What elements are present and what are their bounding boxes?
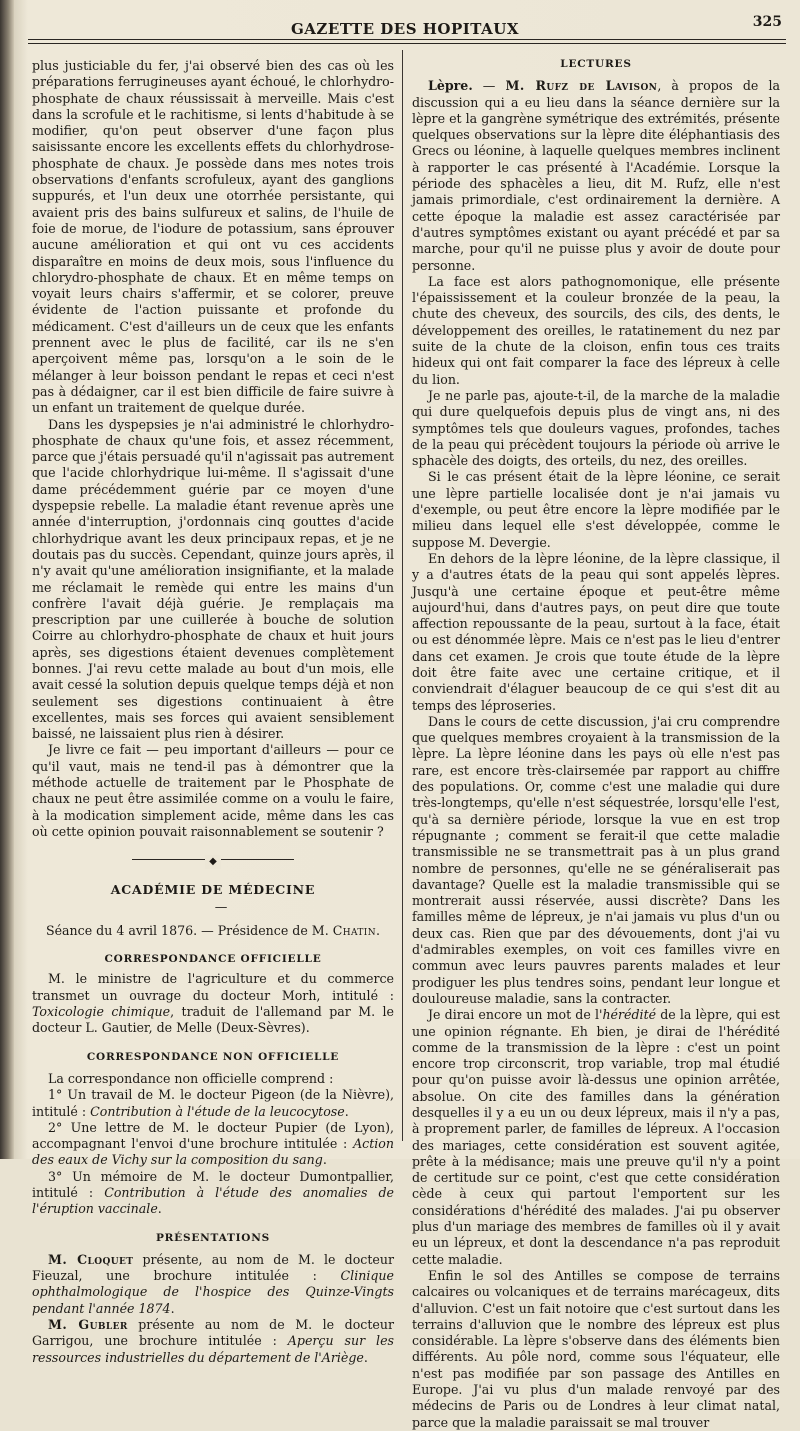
page-number: 325 bbox=[752, 14, 782, 30]
subsection-heading: CORRESPONDANCE NON OFFICIELLE bbox=[86, 1050, 340, 1063]
section-separator: ◆ bbox=[32, 852, 394, 866]
list-item: 3° Un mémoire de M. le docteur Dumontpallier, intitulé : Contribution à l'étude des anomalies de l'éruption vaccinale. bbox=[32, 1168, 394, 1217]
subsection-heading: LECTURES bbox=[560, 58, 632, 70]
subsection-heading: CORRESPONDANCE OFFICIELLE bbox=[104, 953, 322, 966]
paragraph: En dehors de la lèpre léonine, de la lèpre classique, il y a d'autres états de la peau qui sont appelés lèpres. Jusqu'à une certaine époque et peut-être même aujourd'hui, dans d'autres pays, on peut dire que toute affection repoussante de la peau, surtout à la face, était ou est dénommée lèpre. Mais ce n'est pas le lieu d'entrer dans cet examen. Je crois que toute étude de la lèpre doit être faite avec une certaine critique, et il conviendrait d'élaguer beaucoup de ce qui s'est dit au temps des léproseries. bbox=[412, 550, 780, 713]
paragraph: M. Gubler présente au nom de M. le docteur Garrigou, une brochure intitulée : Aperçu sur les ressources industrielles du département de l'Ariège. bbox=[32, 1317, 394, 1365]
column-divider bbox=[402, 50, 403, 1141]
paragraph: Je livre ce fait — peu important d'ailleurs — pour ce qu'il vaut, mais ne tend-il pas à démontrer que la méthode actuelle de traitement par le Phosphate de chaux ne peut être assimilée comme on a voulu le faire, à la modication simplement acide, même dans les cas où cette opinion pouvait raisonnablement se soutenir ? bbox=[32, 742, 394, 839]
paragraph: Dans le cours de cette discussion, j'ai cru comprendre que quelques membres croyaient à la transmission de la lèpre. La lèpre léonine dans les pays où elle n'est pas rare, est encore très-clairsemée par rapport au chiffre des populations. Or, comme c'est une maladie qui dure très-longtemps, qu'elle n'est séquestrée, lorsqu'elle l'est, qu'à sa dernière période, lorsque la vue en est trop répugnante ; comment se ferait-il que cette maladie transmissible ne se transmettrait pas à un plus grand nombre de personnes, qu'elle ne se généraliserait pas davantage? Quelle est la maladie transmissible qui se montrerait aussi réservée, aussi discrète? Dans les familles même de lépreux, je n'ai jamais vu plus d'un ou deux cas. Rien que par des dévouements, dont j'ai vu d'admirables exemples, on voit ces familles vivre en commun avec leurs pauvres parents malades et leur prodiguer les plus tendres soins, pendant leur longue et douloureuse maladie, sans la contracter. bbox=[412, 713, 780, 1006]
left-column bbox=[32, 52, 394, 1366]
paragraph: Dans les dyspepsies je n'ai administré le chlorhydro-phosphate de chaux qu'une fois, et assez récemment, parce que j'étais persuadé qu'il n'agissait pas autrement que l'acide chlorhydrique lui-même. Il s'agissait d'une dame précédemment guérie par ce moyen d'une dyspepsie rebelle. La maladie étant revenue après une année d'interruption, j'ordonnais cinq gouttes d'acide chlorhydrique avant les deux principaux repas, et je ne doutais pas du succès. Cependant, quinze jours après, il n'y avait qu'une amélioration insignifiante, et la malade me réclamait le remède qui entre les mains d'un confrère l'avait déjà guérie. Je remplaçais ma prescription par une cuillerée à bouche de solution Coirre au chlorhydro-phosphate de chaux et huit jours après, ses digestions étaient devenues complètement bonnes. J'ai revu cette malade au bout d'un mois, elle avait cessé la solution depuis quelque temps déjà et non seulement ses digestions continuaient à être excellentes, mais ses forces qui avaient sensiblement baissé, ne laissaient plus rien à désirer. bbox=[32, 416, 394, 742]
list-item: 2° Une lettre de M. le docteur Pupier (de Lyon), accompagnant l'envoi d'une brochure intitulée : Action des eaux de Vichy sur la composition du sang. bbox=[32, 1119, 394, 1168]
paragraph: La face est alors pathognomonique, elle présente l'épaississement et la couleur bronzée de la peau, la chute des cheveux, des sourcils, des cils, des dents, le développement des oreilles, le ratatinement du nez par suite de la chute de la cloison, enfin tous ces traits hideux qui ont fait comparer la face des lépreux à celle du lion. bbox=[412, 273, 780, 387]
title-dash: — bbox=[214, 898, 228, 914]
paragraph: M. le ministre de l'agriculture et du commerce transmet un ouvrage du docteur Morh, intitulé : Toxicologie chimique, traduit de l'allemand par M. le docteur L. Gautier, de Melle (Deux-Sèvres). bbox=[32, 971, 394, 1036]
header-rule-double bbox=[28, 43, 786, 44]
list-item: 1° Un travail de M. le docteur Pigeon (de la Nièvre), intitulé : Contribution à l'étude de la leucocytose. bbox=[32, 1087, 394, 1119]
header-rule bbox=[28, 39, 786, 40]
paragraph: Je ne parle pas, ajoute-t-il, de la marche de la maladie qui dure quelquefois depuis plus de vingt ans, ni des symptômes tels que douleurs vagues, profondes, taches de la peau qui précèdent toujours la période où arrive le sphacèle des doigts, des orteils, du nez, des oreilles. bbox=[412, 387, 780, 469]
subsection-heading: PRÉSENTATIONS bbox=[155, 1231, 271, 1244]
paragraph: Lèpre. — M. Rufz de Lavison, à propos de la discussion qui a eu lieu dans la séance dernière sur la lèpre et la gangrène symétrique des extrémités, présente quelques observations sur la lèpre dite éléphantiasis des Grecs ou léonine, à laquelle quelques membres inclinent à rapporter le cas présenté à l'Académie. Lorsque la période des sphacèles a lieu, dit M. Rufz, elle n'est jamais primordiale, c'est ordinairement la dernière. A cette époque la maladie est assez caractérisée par d'autres symptômes existant ou ayant précédé et par sa marche, pour qu'il ne puisse plus y avoir de doute pour personne. bbox=[412, 78, 780, 273]
section-title: ACADÉMIE DE MÉDECINE bbox=[110, 882, 316, 898]
paragraph: M. Cloquet présente, au nom de M. le docteur Fieuzal, une brochure intitulée : Clinique ophthalmologique de l'hospice des Quinze-Vingts pendant l'année 1874. bbox=[32, 1251, 394, 1316]
paragraph: Si le cas présent était de la lèpre léonine, ce serait une lèpre partielle localisée dont je n'ai jamais vu d'exemple, ou peut être encore la lèpre modifiée par le milieu dans lequel elle s'est développée, comme le suppose M. Devergie. bbox=[412, 469, 780, 550]
paragraph: Je dirai encore un mot de l'hérédité de la lèpre, qui est une opinion régnante. Eh bien, je dirai de l'hérédité comme de la transmission de la lèpre : c'est un point encore trop circonscrit, trop variable, trop mal étudié pour qu'on puisse avoir là-dessus une opinion arrêtée, absolue. On cite des familles dans la génération desquelles il y a eu un ou deux lépreux, mais il n'y a pas, à proprement parler, de familles de lépreux. A l'occasion des mariages, cette considération est souvent agitée, prête à la médisance; mais une preuve qu'il n'y a point de certitude sur ce point, c'est que cette considération cède à ceux qui partout l'emportent sur les considérations d'hérédité des malades. J'ai pu observer plus d'un mariage des membres de familles où il y avait eu un lépreux, et dont la descendance n'a pas reproduit cette maladie. bbox=[412, 1007, 780, 1267]
journal-title: GAZETTE DES HOPITAUX bbox=[290, 20, 519, 38]
seance-line: Séance du 4 avril 1876. — Présidence de M. Chatin. bbox=[45, 922, 381, 938]
paragraph: Enfin le sol des Antilles se compose de terrains calcaires ou volcaniques et de terrains marécageux, dits d'alluvion. C'est un fait notoire que c'est surtout dans les terrains d'alluvion que le nombre des lépreux est plus considérable. La lèpre s'observe dans des éléments bien différents. Au pôle nord, comme sous l'équateur, elle n'est pas modifiée par son passage des Antilles en Europe. J'ai vu plus d'un malade renvoyé par des médecins de Paris ou de Londres à leur climat natal, parce que la maladie paraissait se mal trouver bbox=[412, 1267, 780, 1430]
president-name: Chatin bbox=[332, 922, 377, 938]
right-column bbox=[412, 52, 780, 1431]
paragraph: La correspondance non officielle comprend : bbox=[48, 1070, 334, 1086]
page-binding-shadow bbox=[0, 0, 14, 1159]
paragraph: plus justiciable du fer, j'ai observé bien des cas où les préparations ferrugineuses ayant échoué, le chlorhydro-phosphate de chaux réussissait à merveille. Mais c'est dans la scrofule et le rachitisme, si lents d'habitude à se modifier, qu'on peut observer d'une façon plus saisissante encore les excellents effets du chlorhydrose-phosphate de chaux. Je possède dans mes notes trois observations d'enfants scrofuleux, ayant des ganglions suppurés, et l'un deux une otorrhée persistante, qui avaient pris des bains sulfureux et salins, de l'huile de foie de morue, de l'iodure de potassium, sans éprouver aucune amélioration et qui ont vu ces accidents disparaître en moins de deux mois, sous l'influence du chlorydro-phosphate de chaux. Et en même temps on voyait leurs chairs s'affermir, et se colorer, preuve évidente de l'action puissante et profonde du médicament. C'est d'ailleurs un de ceux que les enfants prennent avec le plus de facilité, car ils ne s'en aperçoivent même pas, lorsqu'on a le soin de le mélanger à leur boisson pendant le repas et ceci n'est pas à dédaigner, car il est bien difficile de faire suivre à un enfant un traitement de quelque durée. bbox=[32, 58, 394, 416]
